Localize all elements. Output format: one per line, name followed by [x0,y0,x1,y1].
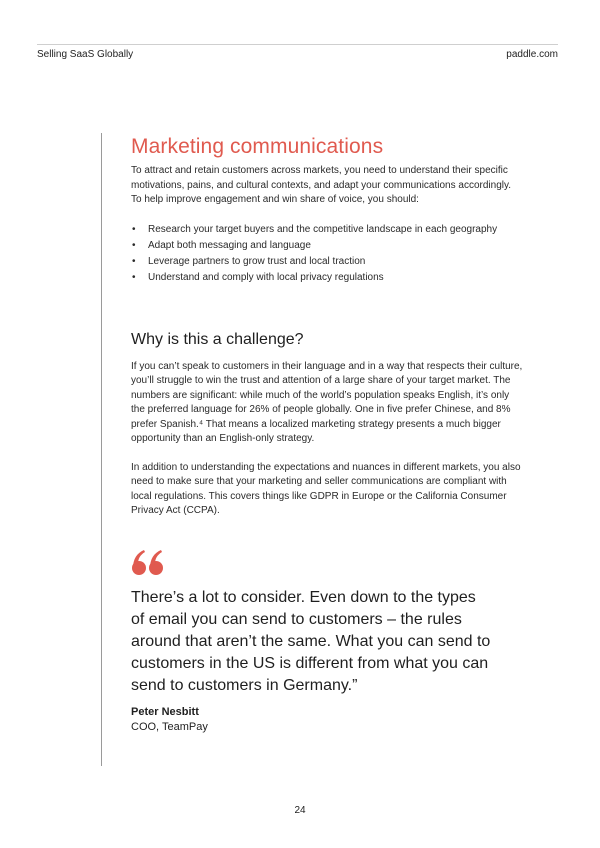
list-item: • Adapt both messaging and language [131,238,523,254]
challenge-heading: Why is this a challenge? [131,330,304,348]
bullet-icon: • [132,239,136,251]
list-item: • Research your target buyers and the competitive landscape in each geography [131,222,523,238]
section-rule [101,133,102,766]
challenge-paragraph-1: If you can’t speak to customers in their language and in a way that respects their culture, you’ll struggle to win the trust and attention of a large share of your target market. The numbers are significant: while much of the world’s population speaks English, it’s only the preferred language for 26% of people globally. One in five prefer Chinese, and 8% prefer Spanish.⁴ That means a localized marketing strategy presents a much bigger opportunity than an English-only strategy. [131,360,523,444]
list-item: • Leverage partners to grow trust and local traction [131,254,523,270]
list-item: • Understand and comply with local privacy regulations [131,270,523,286]
bullet-icon: • [132,271,136,283]
bullet-icon: • [132,255,136,267]
quote-author: Peter Nesbitt [131,705,199,718]
header-title: Selling SaaS Globally [37,49,134,60]
main-content [131,134,523,733]
intro-paragraph: To attract and retain customers across markets, you need to understand their specific motivations, pains, and cultural contexts, and adapt your communications accordingly. To help improve engagement and win share of voice, you should: [131,165,512,205]
header-site: paddle.com [506,49,558,60]
challenge-paragraph-2: In addition to understanding the expectations and nuances in different markets, you also need to make sure that your marketing and seller communications are compliant with local regulations. This covers things like GDPR in Europe or the California Consumer Privacy Act (CCPA). [131,461,521,516]
header-rule [37,44,558,45]
quote-icon [131,549,523,579]
page-number: 24 [294,805,306,816]
bullet-icon: • [132,223,136,235]
quote-text: There’s a lot to consider. Even down to the types of email you can send to customers – the rules around that aren’t the same. What you can send to customers in the US is different from what you can send to customers in Germany.” [131,588,491,694]
bullet-list [131,222,523,286]
section-title: Marketing communications [131,135,384,158]
quote-author-role: COO, TeamPay [131,720,208,733]
